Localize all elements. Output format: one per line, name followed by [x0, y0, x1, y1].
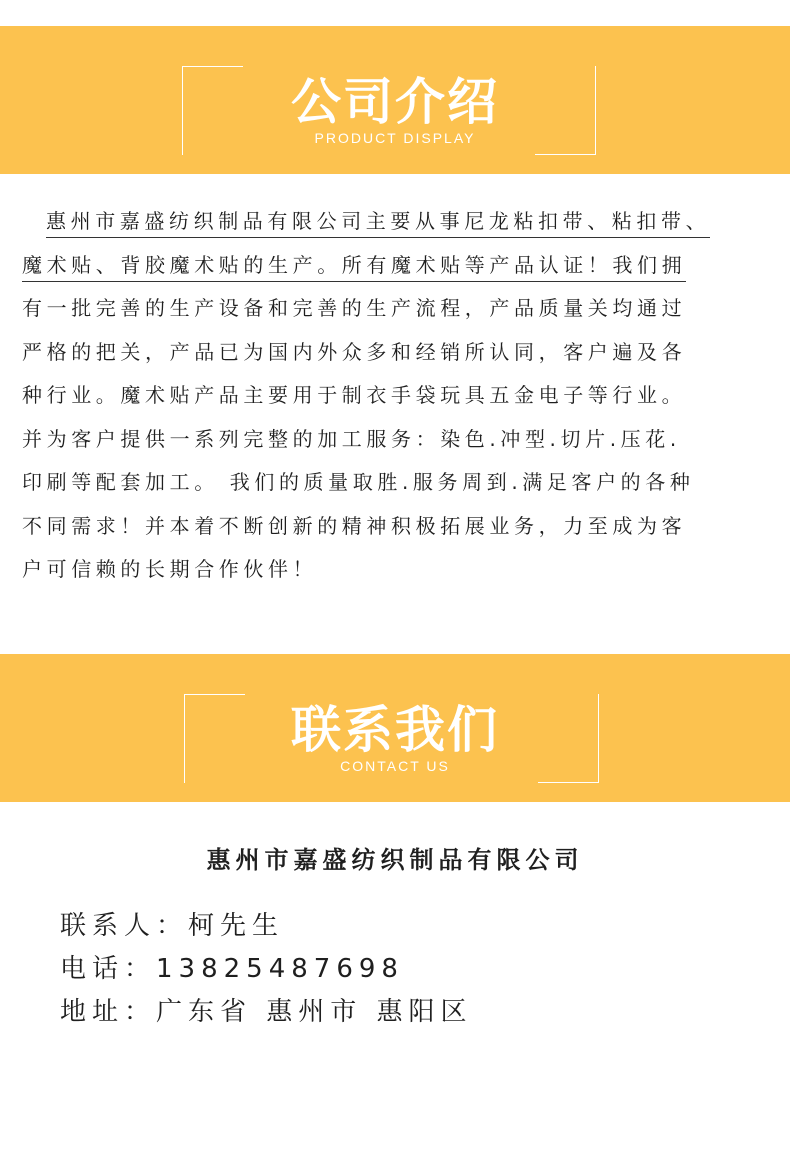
contact-details [60, 905, 473, 1034]
intro-line: 种行业。魔术贴产品主要用于制衣手袋玩具五金电子等行业。 [22, 383, 687, 407]
contact-person-value: 柯先生 [188, 911, 285, 941]
address-row [60, 991, 473, 1034]
intro-line: 不同需求！并本着不断创新的精神积极拓展业务，力至成为客 [22, 513, 687, 538]
company-name: 惠州市嘉盛纺织制品有限公司 [206, 846, 584, 874]
intro-line: 户可信赖的长期合作伙伴！ [22, 557, 318, 581]
phone-label: 电话： [60, 954, 157, 984]
intro-line: 严格的把关，产品已为国内外众多和经销所认同，客户遍及各 [22, 339, 687, 364]
intro-line: 有一批完善的生产设备和完善的生产流程，产品质量关均通过 [22, 296, 687, 320]
intro-line: 印刷等配套加工。 我们的质量取胜.服务周到.满足客户的各种 [22, 470, 695, 494]
intro-line: 并为客户提供一系列完整的加工服务：染色.冲型.切片.压花. [22, 426, 681, 451]
contact-banner [0, 654, 790, 802]
company-intro [22, 200, 782, 592]
contact-person-row [60, 905, 473, 948]
address-value: 广东省 惠州市 惠阳区 [156, 997, 473, 1027]
about-banner [0, 26, 790, 174]
phone-value[interactable]: 13825487698 [156, 954, 404, 984]
about-title: 公司介绍 [291, 73, 499, 131]
contact-person-label: 联系人： [60, 911, 189, 941]
intro-line: 惠州市嘉盛纺织制品有限公司主要从事尼龙粘扣带、粘扣带、 [22, 200, 782, 244]
intro-line: 魔术贴、背胶魔术贴的生产。所有魔术贴等产品认证！我们拥 [22, 244, 782, 288]
phone-row [60, 948, 473, 991]
address-label: 地址： [60, 997, 157, 1027]
contact-title: 联系我们 [291, 701, 499, 759]
contact-subtitle: CONTACT US [340, 758, 450, 774]
about-subtitle: PRODUCT DISPLAY [314, 130, 476, 146]
